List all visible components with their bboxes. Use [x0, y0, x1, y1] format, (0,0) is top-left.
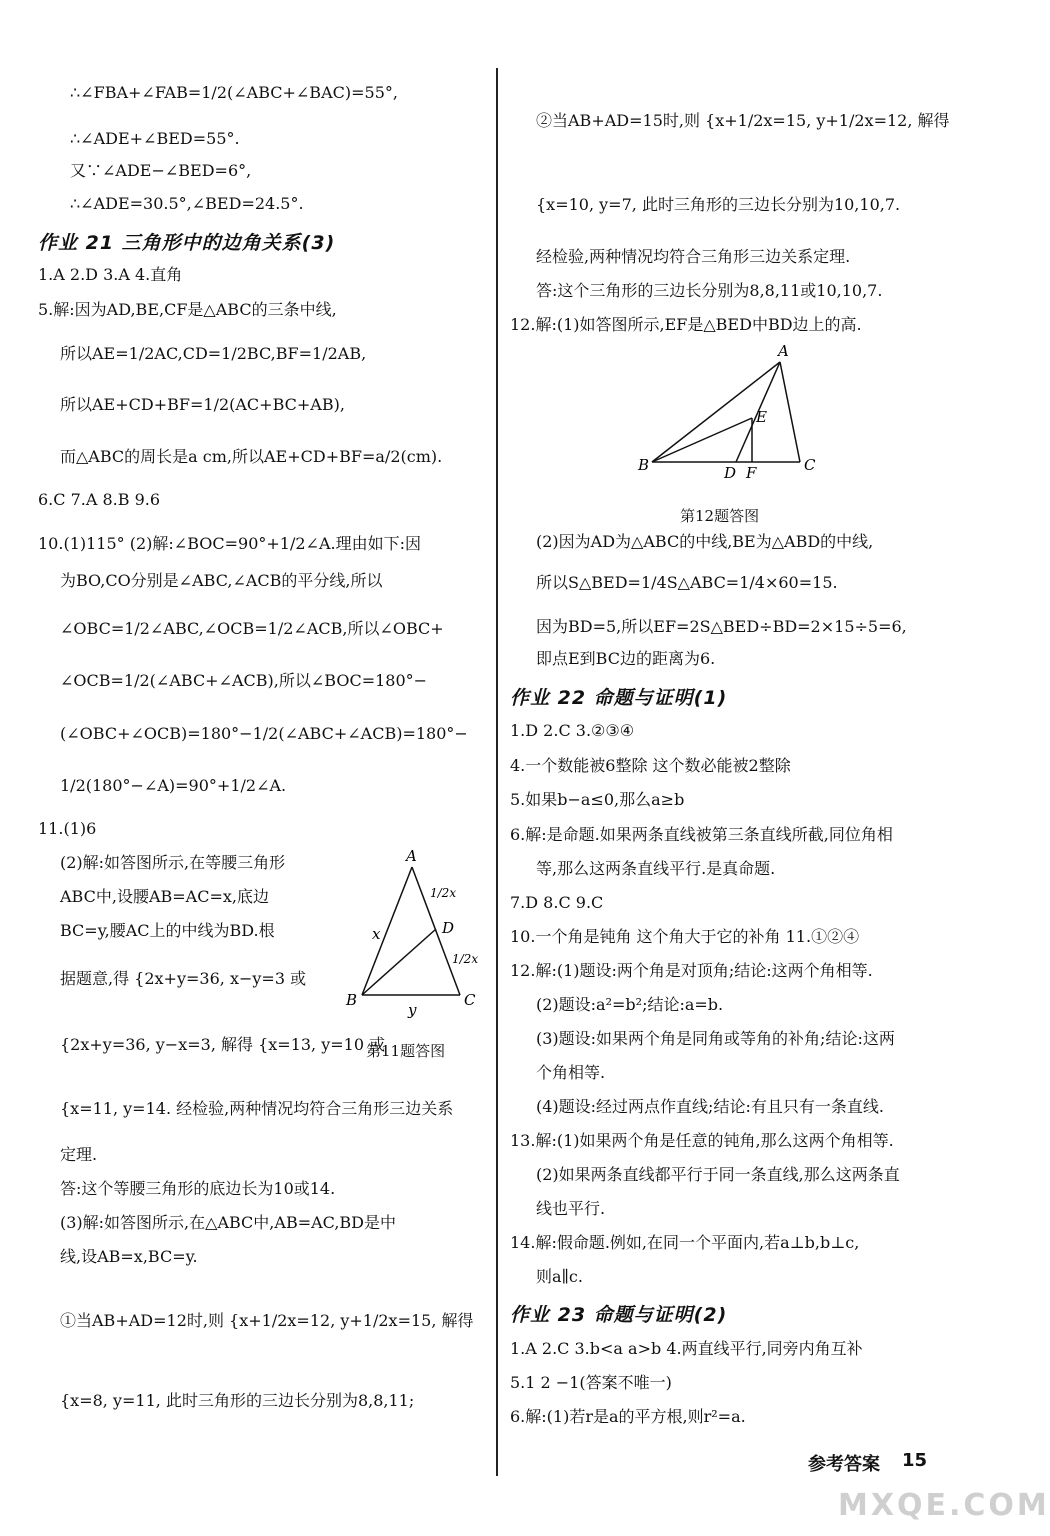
- text-line: (3)解:如答图所示,在△ABC中,AB=AC,BD是中: [60, 1213, 397, 1232]
- figure-11-caption: 第11题答图: [366, 1042, 446, 1060]
- watermark: MXQE.COM: [838, 1488, 1050, 1523]
- text-line: (∠OBC+∠OCB)=180°−1/2(∠ABC+∠ACB)=180°−: [60, 724, 468, 743]
- text-line: 14.解:假命题.例如,在同一个平面内,若a⊥b,b⊥c,: [510, 1233, 860, 1252]
- text-line: (2)如果两条直线都平行于同一条直线,那么这两条直: [536, 1165, 900, 1184]
- text-line: 而△ABC的周长是a cm,所以AE+CD+BF=a/2(cm).: [60, 447, 443, 466]
- text-line: ∴∠ADE+∠BED=55°.: [70, 129, 240, 148]
- text-line: 1/2(180°−∠A)=90°+1/2∠A.: [60, 776, 287, 795]
- fig12-label-b: B: [638, 456, 650, 474]
- text-line: 所以S△BED=1/4S△ABC=1/4×60=15.: [536, 573, 838, 592]
- text-line: 7.D 8.C 9.C: [510, 893, 604, 912]
- text-line: {x=11, y=14. 经检验,两种情况均符合三角形三边关系: [60, 1099, 454, 1118]
- text-line: ∴∠ADE=30.5°,∠BED=24.5°.: [70, 194, 304, 213]
- text-line: {x=10, y=7, 此时三角形的三边长分别为10,10,7.: [536, 195, 901, 214]
- fig11-label-c: C: [464, 991, 476, 1009]
- text-line: ∴∠FBA+∠FAB=1/2(∠ABC+∠BAC)=55°,: [70, 83, 398, 102]
- text-line: ①当AB+AD=12时,则 {x+1/2x=12, y+1/2x=15, 解得: [60, 1311, 474, 1330]
- fig11-label-half-x-lower: 1/2x: [452, 952, 479, 966]
- fig12-label-d: D: [724, 464, 737, 482]
- text-line: (2)因为AD为△ABC的中线,BE为△ABD的中线,: [536, 532, 874, 551]
- fig12-label-f: F: [746, 464, 757, 482]
- footer-label: 参考答案: [808, 1454, 880, 1475]
- fig11-label-d: D: [442, 919, 455, 937]
- text-line: ②当AB+AD=15时,则 {x+1/2x=15, y+1/2x=12, 解得: [536, 111, 950, 130]
- text-line: ∠OBC=1/2∠ABC,∠OCB=1/2∠ACB,所以∠OBC+: [60, 619, 444, 638]
- text-line: 12.解:(1)如答图所示,EF是△BED中BD边上的高.: [510, 315, 862, 334]
- figure-11-isosceles-triangle: [340, 845, 490, 1019]
- fig12-label-c: C: [804, 456, 816, 474]
- text-line: 即点E到BC边的距离为6.: [536, 649, 716, 668]
- text-line: 5.1 2 −1(答案不唯一): [510, 1373, 672, 1392]
- text-line: 因为BD=5,所以EF=2S△BED÷BD=2×15÷5=6,: [536, 617, 907, 636]
- fig11-label-a: A: [406, 847, 417, 865]
- text-line: (2)题设:a²=b²;结论:a=b.: [536, 995, 724, 1014]
- text-line: 答:这个三角形的三边长分别为8,8,11或10,10,7.: [536, 281, 883, 300]
- text-line: 1.D 2.C 3.②③④: [510, 721, 635, 740]
- fig11-label-y: y: [408, 1001, 417, 1019]
- text-line: 6.解:是命题.如果两条直线被第三条直线所截,同位角相: [510, 825, 893, 844]
- fig12-label-e: E: [756, 408, 767, 426]
- text-line: 个角相等.: [536, 1063, 606, 1082]
- text-line: {x=8, y=11, 此时三角形的三边长分别为8,8,11;: [60, 1391, 415, 1410]
- text-line: 线也平行.: [536, 1199, 606, 1218]
- text-line: {2x+y=36, y−x=3, 解得 {x=13, y=10 或: [60, 1035, 386, 1054]
- fig12-label-a: A: [778, 342, 789, 360]
- text-line: 答:这个等腰三角形的底边长为10或14.: [60, 1179, 336, 1198]
- column-divider: [496, 68, 498, 1476]
- text-line: 4.一个数能被6整除 这个数必能被2整除: [510, 756, 791, 775]
- section-heading-21: 作业 21 三角形中的边角关系(3): [38, 232, 336, 254]
- text-line: (4)题设:经过两点作直线;结论:有且只有一条直线.: [536, 1097, 884, 1116]
- text-line: (3)题设:如果两个角是同角或等角的补角;结论:这两: [536, 1029, 895, 1048]
- text-line: 5.解:因为AD,BE,CF是△ABC的三条中线,: [38, 300, 337, 319]
- text-line: 又∵∠ADE−∠BED=6°,: [70, 161, 252, 180]
- section-heading-22: 作业 22 命题与证明(1): [510, 687, 728, 709]
- text-line: 10.(1)115° (2)解:∠BOC=90°+1/2∠A.理由如下:因: [38, 534, 421, 553]
- page-number: 15: [902, 1450, 928, 1471]
- text-line: 为BO,CO分别是∠ABC,∠ACB的平分线,所以: [60, 571, 383, 590]
- text-line: 经检验,两种情况均符合三角形三边关系定理.: [536, 247, 851, 266]
- fig11-label-x: x: [372, 925, 381, 943]
- section-heading-23: 作业 23 命题与证明(2): [510, 1304, 728, 1326]
- text-line: 据题意,得 {2x+y=36, x−y=3 或: [60, 969, 307, 988]
- text-line: 所以AE=1/2AC,CD=1/2BC,BF=1/2AB,: [60, 344, 367, 363]
- figure-12-caption: 第12题答图: [680, 507, 760, 525]
- text-line: 10.一个角是钝角 这个角大于它的补角 11.①②④: [510, 927, 860, 946]
- text-line: 11.(1)6: [38, 819, 97, 838]
- fig11-label-half-x-upper: 1/2x: [430, 886, 457, 900]
- text-line: ∠OCB=1/2(∠ABC+∠ACB),所以∠BOC=180°−: [60, 671, 428, 690]
- fig11-label-b: B: [346, 991, 358, 1009]
- text-line: 1.A 2.C 3.b<a a>b 4.两直线平行,同旁内角互补: [510, 1339, 863, 1358]
- text-line: 1.A 2.D 3.A 4.直角: [38, 265, 183, 284]
- text-line: (2)解:如答图所示,在等腰三角形: [60, 853, 286, 872]
- text-line: BC=y,腰AC上的中线为BD.根: [60, 921, 275, 940]
- text-line: 6.C 7.A 8.B 9.6: [38, 490, 161, 509]
- text-line: 12.解:(1)题设:两个角是对顶角;结论:这两个角相等.: [510, 961, 873, 980]
- text-line: 13.解:(1)如果两个角是任意的钝角,那么这两个角相等.: [510, 1131, 894, 1150]
- text-line: 则a∥c.: [536, 1267, 583, 1286]
- text-line: 所以AE+CD+BF=1/2(AC+BC+AB),: [60, 395, 345, 414]
- figure-12-triangle: [636, 340, 826, 490]
- text-line: 5.如果b−a≤0,那么a≥b: [510, 790, 685, 809]
- text-line: ABC中,设腰AB=AC=x,底边: [60, 887, 269, 906]
- text-line: 定理.: [60, 1145, 98, 1164]
- text-line: 等,那么这两条直线平行.是真命题.: [536, 859, 776, 878]
- text-line: 6.解:(1)若r是a的平方根,则r²=a.: [510, 1407, 746, 1426]
- text-line: 线,设AB=x,BC=y.: [60, 1247, 198, 1266]
